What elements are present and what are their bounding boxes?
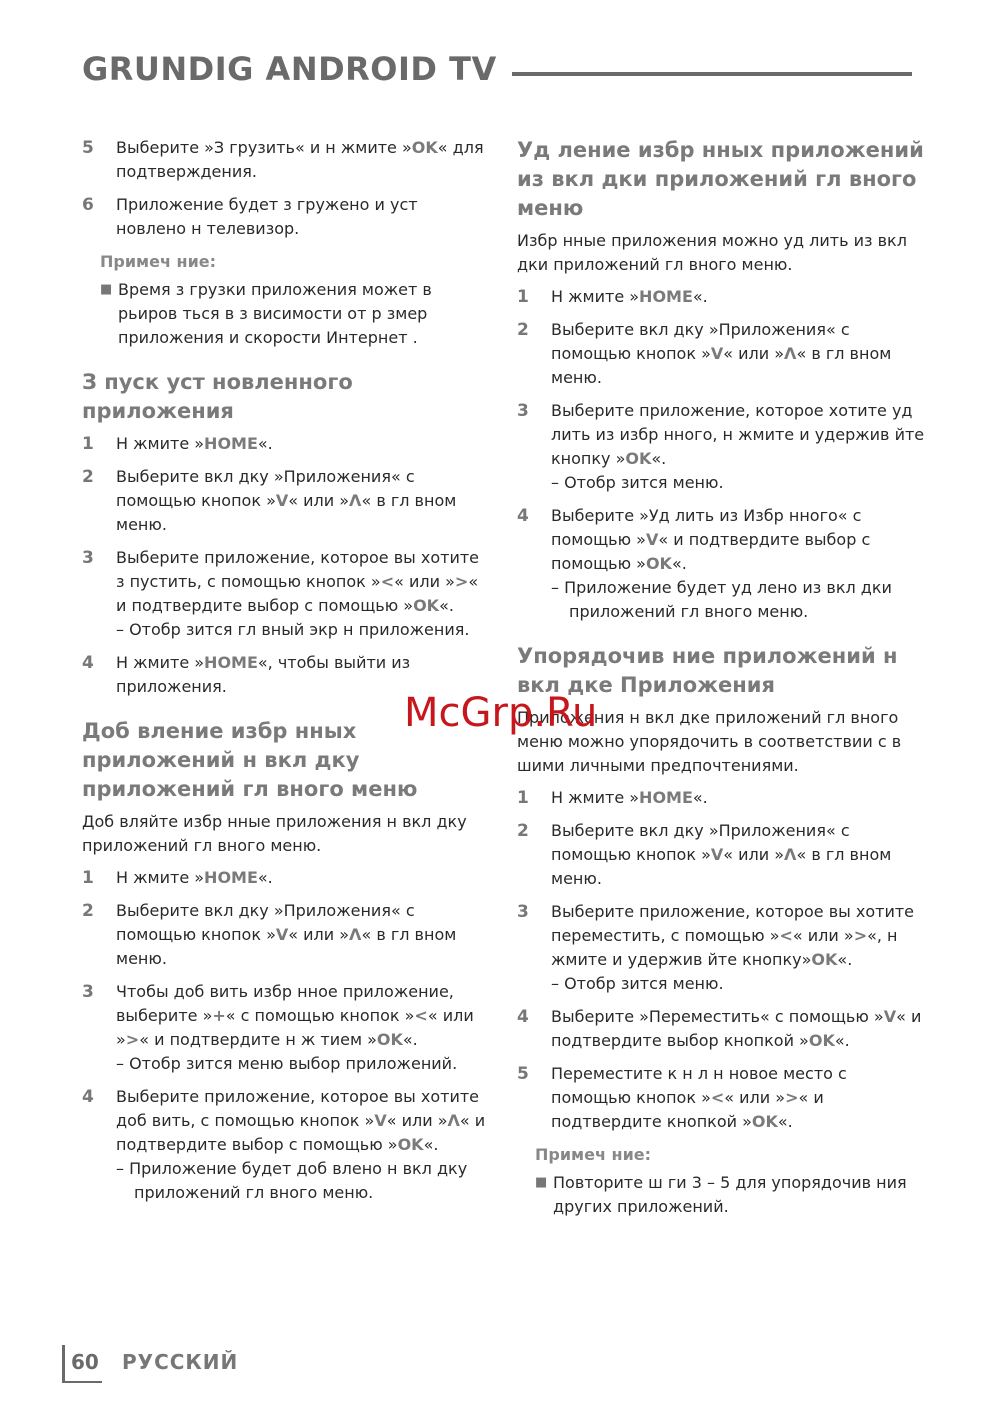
steps-remove-favorites (517, 285, 927, 624)
step-number: 4 (517, 506, 529, 526)
step-result: – Отобр зится гл вный экр н приложения. (116, 620, 470, 639)
key-label: Λ (784, 845, 797, 864)
key-label: > (454, 572, 469, 591)
key-label: OK (397, 1135, 424, 1154)
step-number: 1 (82, 868, 94, 888)
step-number: 6 (82, 195, 94, 215)
step-number: 3 (517, 401, 529, 421)
step-text-segment: « в гл вном меню. (551, 344, 892, 387)
step-text-segment: « или » (394, 572, 455, 591)
step-text-segment: « или » (288, 491, 350, 510)
step-text-segment: Приложение будет з гружено и уст новлено н телевизор. (116, 195, 418, 238)
step-text-segment: « в гл вном меню. (116, 491, 457, 534)
step-text-segment: «. (692, 287, 708, 306)
key-label: Λ (784, 344, 797, 363)
step-text (116, 136, 492, 184)
step-text (551, 900, 927, 996)
step-number: 5 (517, 1064, 529, 1084)
step-text-segment: « и подтвердите выбор кнопкой » (551, 1007, 922, 1050)
step-text-segment: « или » (288, 925, 350, 944)
header-rule (512, 72, 912, 76)
step-item (517, 900, 927, 996)
step-text-segment: Чтобы доб вить избр нное приложение, выберите » (116, 982, 454, 1025)
key-label: V (275, 491, 289, 510)
step-text (551, 504, 927, 624)
step-text (116, 465, 492, 537)
key-label: Λ (349, 491, 362, 510)
note-bullet-icon: ■ (535, 1175, 548, 1190)
key-label: OK (811, 950, 838, 969)
step-text (551, 786, 927, 810)
step-text-segment: «. (837, 950, 853, 969)
step-number: 5 (82, 138, 94, 158)
key-label: V (275, 925, 289, 944)
step-result: – Отобр зится меню выбор приложений. (116, 1054, 458, 1073)
step-text-segment: « с помощью кнопок » (225, 1006, 415, 1025)
note-text: Повторите ш ги 3 – 5 для упорядочив ния других приложений. (553, 1173, 907, 1216)
step-number: 1 (517, 287, 529, 307)
key-label: V (374, 1111, 387, 1130)
left-column (82, 136, 492, 1214)
section-title-launch-app: З пуск уст новленного приложения (82, 370, 353, 423)
steps-add-favorites (82, 866, 492, 1205)
step-text (116, 1085, 492, 1205)
step-text-segment: Н жмите » (116, 868, 205, 887)
step-text (116, 432, 492, 456)
right-column (517, 136, 927, 1233)
step-item (82, 980, 492, 1076)
section-title-remove-favorites: Уд ление избр нных приложений из вкл дки приложений гл вного меню (517, 138, 924, 220)
key-label: V (710, 845, 724, 864)
step-text-segment: Н жмите » (551, 287, 640, 306)
step-number: 4 (82, 1087, 94, 1107)
step-item (517, 318, 927, 390)
key-label: V (710, 344, 724, 363)
step-text-segment: Н жмите » (116, 434, 205, 453)
key-label: HOME (639, 287, 693, 306)
header-title: GRUNDIG ANDROID TV (82, 50, 497, 88)
step-text (551, 318, 927, 390)
step-text-segment: « или » (724, 1088, 786, 1107)
key-label: > (125, 1030, 140, 1049)
step-number: 2 (517, 821, 529, 841)
step-item (517, 504, 927, 624)
step-item (82, 899, 492, 971)
step-result: – Отобр зится меню. (551, 473, 724, 492)
step-text-segment: «. (423, 1135, 439, 1154)
step-item (517, 399, 927, 495)
step-text-segment: «. (402, 1030, 418, 1049)
note-bullet-icon: ■ (100, 282, 113, 297)
step-text (116, 980, 492, 1076)
step-text-segment: «. (692, 788, 708, 807)
key-label: HOME (204, 868, 258, 887)
step-text-segment: Выберите приложение, которое вы хотите доб вить, с помощью кнопок » (116, 1087, 480, 1130)
section-intro-sort-apps: Приложения н вкл дке приложений гл вного меню можно упорядочить в соответствии с в шими личными предпочтениями. (517, 708, 902, 775)
page-header (82, 50, 912, 100)
key-label: < (380, 572, 395, 591)
footer-language: РУССКИЙ (122, 1350, 239, 1374)
steps-sort-apps (517, 786, 927, 1134)
key-label: OK (411, 138, 438, 157)
step-item (517, 1062, 927, 1134)
step-text (116, 193, 492, 241)
key-label: > (785, 1088, 799, 1107)
key-label: HOME (204, 434, 258, 453)
step-text-segment: «. (439, 596, 454, 615)
page-number: 60 (71, 1350, 99, 1374)
key-label: Λ (349, 925, 362, 944)
key-label: Λ (447, 1111, 460, 1130)
step-text-segment: «, чтобы выйти из приложения. (116, 653, 411, 696)
steps-top (82, 136, 492, 241)
step-text-segment: Выберите вкл дку »Приложения« с помощью кнопок » (551, 320, 850, 363)
step-text-segment: « в гл вном меню. (551, 845, 892, 888)
step-text-segment: Выберите вкл дку »Приложения« с помощью кнопок » (551, 821, 850, 864)
step-text-segment: « и подтвердите выбор с помощью » (551, 530, 871, 573)
step-number: 4 (517, 1007, 529, 1027)
step-text (551, 285, 927, 309)
step-text-segment: Выберите »Уд лить из Избр нного« с помощью » (551, 506, 862, 549)
step-item (82, 136, 492, 184)
step-text-segment: «. (257, 868, 273, 887)
step-number: 3 (517, 902, 529, 922)
step-item (82, 1085, 492, 1205)
key-label: V (645, 530, 659, 549)
key-label: V (883, 1007, 897, 1026)
step-text-segment: « для подтверждения. (116, 138, 484, 181)
key-label: OK (625, 449, 652, 468)
step-item (82, 546, 492, 642)
step-number: 2 (82, 901, 94, 921)
step-result: – Отобр зится меню. (551, 974, 724, 993)
key-label: OK (645, 554, 672, 573)
section-intro-add-favorites: Доб вляйте избр нные приложения н вкл дку приложений гл вного меню. (82, 812, 467, 855)
step-number: 3 (82, 548, 94, 568)
key-label: < (710, 1088, 725, 1107)
note-title: Примеч ние: (100, 252, 217, 271)
step-text-segment: «, н жмите и удержив йте кнопку» (551, 926, 898, 969)
step-text-segment: Н жмите » (551, 788, 640, 807)
step-item (517, 285, 927, 309)
step-text-segment: Выберите приложение, которое хотите уд лить из избр нного, н жмите и удержив йте кнопку » (551, 401, 925, 468)
step-text-segment: Н жмите » (116, 653, 205, 672)
step-text (116, 899, 492, 971)
step-text (551, 1062, 927, 1134)
key-label: HOME (639, 788, 693, 807)
note-item (100, 278, 492, 350)
step-text-segment: «. (834, 1031, 850, 1050)
step-text-segment: « или » (792, 926, 854, 945)
step-number: 4 (82, 653, 94, 673)
step-text-segment: « и подтвердите выбор с помощью » (116, 572, 479, 615)
step-text (551, 1005, 927, 1053)
key-label: OK (413, 596, 440, 615)
key-label: HOME (204, 653, 258, 672)
step-text-segment: Выберите »З грузить« и н жмите » (116, 138, 412, 157)
step-text-segment: « и подтвердите выбор с помощью » (116, 1111, 486, 1154)
steps-launch-app (82, 432, 492, 699)
step-item (82, 432, 492, 456)
step-text-segment: «. (651, 449, 667, 468)
step-text-segment: «. (671, 554, 687, 573)
step-item (517, 819, 927, 891)
step-number: 1 (82, 434, 94, 454)
step-text (551, 819, 927, 891)
footer-bar (62, 1345, 65, 1383)
footer-rule (62, 1381, 102, 1383)
step-result: – Приложение будет доб влено н вкл дку приложений гл вного меню. (116, 1159, 468, 1202)
step-text (116, 866, 492, 890)
step-item (82, 193, 492, 241)
step-item (517, 1005, 927, 1053)
key-label: > (853, 926, 868, 945)
step-text-segment: Выберите приложение, которое вы хотите з пустить, с помощью кнопок » (116, 548, 480, 591)
step-text-segment: « или » (723, 845, 785, 864)
step-text-segment: «. (777, 1112, 793, 1131)
note-title: Примеч ние: (535, 1145, 652, 1164)
key-label: + (212, 1006, 226, 1025)
step-text (551, 399, 927, 495)
key-label: OK (751, 1112, 778, 1131)
step-item (82, 465, 492, 537)
key-label: OK (376, 1030, 403, 1049)
key-label: < (414, 1006, 428, 1025)
step-text-segment: « и подтвердите н ж тием » (139, 1030, 377, 1049)
step-text-segment: « и подтвердите кнопкой » (551, 1088, 824, 1131)
note-text: Время з грузки приложения может в рьиров ться в з висимости от р змер приложения и скорости Интернет . (118, 280, 432, 347)
section-intro-remove-favorites: Избр нные приложения можно уд лить из вкл дки приложений гл вного меню. (517, 231, 907, 274)
step-text-segment: Выберите приложение, которое вы хотите переместить, с помощью » (551, 902, 915, 945)
watermark: McGrp.Ru (404, 690, 598, 736)
section-title-sort-apps: Упорядочив ние приложений н вкл дке Приложения (517, 644, 898, 697)
step-text-segment: Выберите »Переместить« с помощью » (551, 1007, 884, 1026)
step-text-segment: «. (257, 434, 273, 453)
key-label: < (779, 926, 793, 945)
step-text-segment: Выберите вкл дку »Приложения« с помощью кнопок » (116, 901, 415, 944)
note-item (535, 1171, 927, 1219)
section-title-add-favorites: Доб вление избр нных приложений н вкл дку приложений гл вного меню (82, 719, 418, 801)
step-text-segment: « или » (386, 1111, 448, 1130)
step-result: – Приложение будет уд лено из вкл дки приложений гл вного меню. (551, 578, 892, 621)
step-text-segment: « или » (723, 344, 785, 363)
step-text-segment: Выберите вкл дку »Приложения« с помощью кнопок » (116, 467, 415, 510)
step-number: 2 (517, 320, 529, 340)
note-block (82, 250, 492, 350)
step-text-segment: « в гл вном меню. (116, 925, 457, 968)
step-item (82, 866, 492, 890)
step-text-segment: Переместите к н л н новое место с помощью кнопок » (551, 1064, 847, 1107)
note-block-sort (517, 1143, 927, 1219)
step-number: 2 (82, 467, 94, 487)
step-item (517, 786, 927, 810)
key-label: OK (808, 1031, 835, 1050)
step-number: 3 (82, 982, 94, 1002)
step-number: 1 (517, 788, 529, 808)
step-text-segment: « или » (116, 1006, 474, 1049)
step-text (116, 546, 492, 642)
